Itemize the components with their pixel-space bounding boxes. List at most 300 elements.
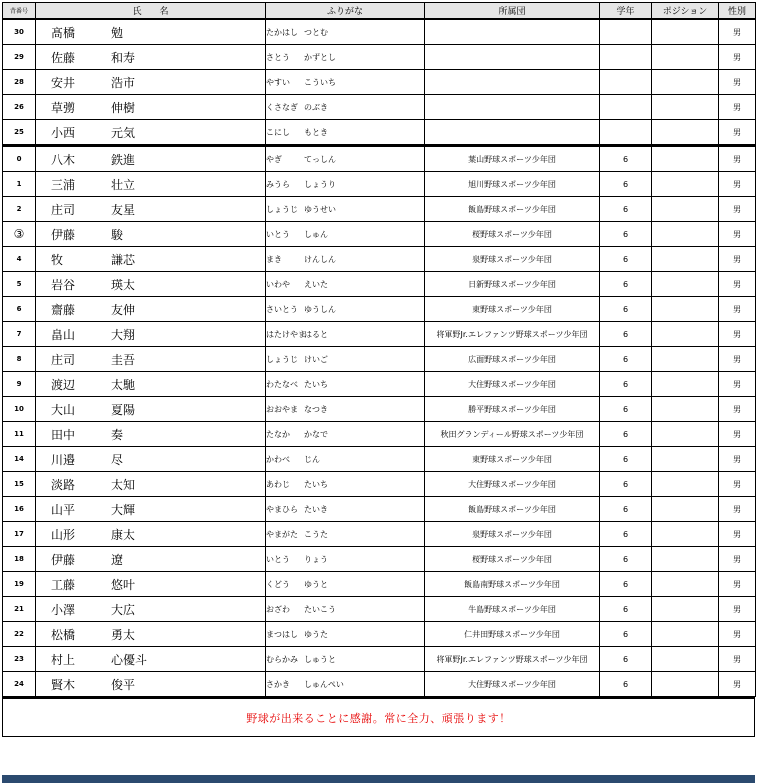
player-kana <box>266 647 425 672</box>
player-position <box>652 472 719 497</box>
player-position <box>652 172 719 197</box>
table-row <box>3 146 756 172</box>
family-name: 佐藤 <box>51 50 76 65</box>
player-team <box>425 95 600 120</box>
player-team: 秋田グランディール野球スポーツ少年団 <box>425 422 600 447</box>
player-position <box>652 297 719 322</box>
player-position <box>652 347 719 372</box>
table-row <box>3 472 756 497</box>
player-name <box>36 347 266 372</box>
player-name <box>36 95 266 120</box>
header-team: 所属団 <box>425 3 600 20</box>
player-name <box>36 572 266 597</box>
table-row <box>3 572 756 597</box>
family-name: 渡辺 <box>51 377 76 392</box>
player-sex: 男 <box>719 497 756 522</box>
player-kana <box>266 397 425 422</box>
given-name: 大輝 <box>111 502 136 517</box>
player-name <box>36 472 266 497</box>
player-grade <box>600 120 652 146</box>
player-kana <box>266 45 425 70</box>
player-number: 5 <box>3 272 36 297</box>
player-number: 18 <box>3 547 36 572</box>
kana-given: えいた <box>304 279 328 289</box>
player-name <box>36 547 266 572</box>
player-number: 23 <box>3 647 36 672</box>
kana-family: まき <box>266 254 282 264</box>
player-sex: 男 <box>719 197 756 222</box>
kana-given: かずとし <box>304 52 336 62</box>
player-number: 4 <box>3 247 36 272</box>
player-grade: 6 <box>600 172 652 197</box>
table-row <box>3 197 756 222</box>
player-number: ③ <box>3 222 36 247</box>
player-kana <box>266 672 425 697</box>
player-team <box>425 70 600 95</box>
roster-table <box>2 2 756 697</box>
player-grade: 6 <box>600 647 652 672</box>
player-position <box>652 146 719 172</box>
player-name <box>36 397 266 422</box>
player-kana <box>266 247 425 272</box>
player-position <box>652 597 719 622</box>
given-name: 太知 <box>111 477 136 492</box>
player-sex: 男 <box>719 95 756 120</box>
player-position <box>652 197 719 222</box>
player-grade: 6 <box>600 297 652 322</box>
player-position <box>652 497 719 522</box>
player-position <box>652 622 719 647</box>
player-grade <box>600 70 652 95</box>
header-row <box>3 3 756 20</box>
given-name: 悠叶 <box>111 577 136 592</box>
kana-family: しょうじ <box>266 354 298 364</box>
player-position <box>652 45 719 70</box>
player-grade: 6 <box>600 572 652 597</box>
table-row <box>3 347 756 372</box>
kana-given: しゅうと <box>304 654 336 664</box>
player-sex: 男 <box>719 422 756 447</box>
kana-family: たなか <box>266 429 290 439</box>
kana-given: たいち <box>304 379 328 389</box>
given-name: 駿 <box>111 227 124 242</box>
kana-family: しょうじ <box>266 204 298 214</box>
player-name <box>36 45 266 70</box>
player-team: 東野球スポーツ少年団 <box>425 447 600 472</box>
family-name: 草彅 <box>51 100 76 115</box>
kana-given: つとむ <box>304 27 328 37</box>
player-grade: 6 <box>600 447 652 472</box>
player-kana <box>266 522 425 547</box>
kana-family: まつはし <box>266 629 298 639</box>
table-row <box>3 372 756 397</box>
header-grade: 学年 <box>600 3 652 20</box>
given-name: 勉 <box>111 25 124 40</box>
player-number: 2 <box>3 197 36 222</box>
player-name <box>36 622 266 647</box>
family-name: 岩谷 <box>51 277 76 292</box>
given-name: 友伸 <box>111 302 136 317</box>
player-position <box>652 120 719 146</box>
player-kana <box>266 597 425 622</box>
player-name <box>36 297 266 322</box>
kana-given: てっしん <box>304 154 336 164</box>
player-grade: 6 <box>600 397 652 422</box>
given-name: 心優斗 <box>111 652 148 667</box>
player-position <box>652 672 719 697</box>
kana-family: さかき <box>266 679 290 689</box>
table-row <box>3 547 756 572</box>
player-team: 勝平野球スポーツ少年団 <box>425 397 600 422</box>
player-team: 大住野球スポーツ少年団 <box>425 672 600 697</box>
player-grade: 6 <box>600 272 652 297</box>
player-number: 16 <box>3 497 36 522</box>
kana-given: ゆうと <box>304 579 328 589</box>
family-name: 齋藤 <box>51 302 76 317</box>
player-position <box>652 322 719 347</box>
kana-family: こにし <box>266 127 290 137</box>
player-team: 将軍野Jr.エレファンツ野球スポーツ少年団 <box>425 647 600 672</box>
player-number: 17 <box>3 522 36 547</box>
kana-given: しゅんぺい <box>304 679 344 689</box>
given-name: 瑛太 <box>111 277 136 292</box>
player-grade: 6 <box>600 597 652 622</box>
table-row <box>3 272 756 297</box>
player-number: 9 <box>3 372 36 397</box>
player-sex: 男 <box>719 172 756 197</box>
player-grade: 6 <box>600 547 652 572</box>
player-team: 飯島南野球スポーツ少年団 <box>425 572 600 597</box>
table-row <box>3 622 756 647</box>
player-kana <box>266 422 425 447</box>
player-team: 旭川野球スポーツ少年団 <box>425 172 600 197</box>
player-name <box>36 422 266 447</box>
family-name: 八木 <box>51 152 76 167</box>
player-name <box>36 597 266 622</box>
player-name <box>36 222 266 247</box>
player-name <box>36 197 266 222</box>
given-name: 浩市 <box>111 75 136 90</box>
family-name: 小澤 <box>51 602 76 617</box>
player-sex: 男 <box>719 472 756 497</box>
given-name: 勇太 <box>111 627 136 642</box>
given-name: 壮立 <box>111 177 136 192</box>
player-number: 25 <box>3 120 36 146</box>
kana-family: やまひら <box>266 504 298 514</box>
family-name: 小西 <box>51 125 76 140</box>
header-kana: ふりがな <box>266 3 425 20</box>
given-name: 鉄進 <box>111 152 136 167</box>
player-name <box>36 272 266 297</box>
kana-given: はると <box>304 329 328 339</box>
player-position <box>652 547 719 572</box>
given-name: 元気 <box>111 125 136 140</box>
player-kana <box>266 120 425 146</box>
player-grade: 6 <box>600 197 652 222</box>
player-grade <box>600 45 652 70</box>
given-name: 和寿 <box>111 50 136 65</box>
player-position <box>652 247 719 272</box>
family-name: 安井 <box>51 75 76 90</box>
player-position <box>652 272 719 297</box>
footer-bar <box>2 775 755 783</box>
player-position <box>652 447 719 472</box>
player-grade: 6 <box>600 522 652 547</box>
kana-family: おおやま <box>266 404 298 414</box>
family-name: 三浦 <box>51 177 76 192</box>
table-row <box>3 297 756 322</box>
player-number: 6 <box>3 297 36 322</box>
kana-family: みうら <box>266 179 290 189</box>
player-sex: 男 <box>719 647 756 672</box>
kana-family: やまがた <box>266 529 298 539</box>
player-sex: 男 <box>719 19 756 45</box>
kana-family: いとう <box>266 554 290 564</box>
header-position: ポジション <box>652 3 719 20</box>
kana-given: ゆうた <box>304 629 328 639</box>
player-name <box>36 497 266 522</box>
player-name <box>36 672 266 697</box>
player-number: 26 <box>3 95 36 120</box>
player-sex: 男 <box>719 222 756 247</box>
given-name: 太馳 <box>111 377 136 392</box>
kana-given: けいご <box>304 354 328 364</box>
kana-family: いわや <box>266 279 290 289</box>
kana-given: こういち <box>304 77 336 87</box>
player-number: 14 <box>3 447 36 472</box>
player-team: 東野球スポーツ少年団 <box>425 297 600 322</box>
family-name: 髙橋 <box>51 25 76 40</box>
kana-given: たいこう <box>304 604 336 614</box>
player-team: 大住野球スポーツ少年団 <box>425 372 600 397</box>
kana-given: ゆうしん <box>304 304 336 314</box>
player-team: 桜野球スポーツ少年団 <box>425 222 600 247</box>
kana-family: やすい <box>266 77 290 87</box>
table-row <box>3 497 756 522</box>
player-number: 0 <box>3 146 36 172</box>
player-team: 桜野球スポーツ少年団 <box>425 547 600 572</box>
player-sex: 男 <box>719 297 756 322</box>
player-position <box>652 372 719 397</box>
player-position <box>652 397 719 422</box>
player-sex: 男 <box>719 70 756 95</box>
player-position <box>652 422 719 447</box>
header-sex: 性別 <box>719 3 756 20</box>
given-name: 大広 <box>111 602 136 617</box>
player-position <box>652 95 719 120</box>
player-position <box>652 647 719 672</box>
kana-given: たいち <box>304 479 328 489</box>
player-kana <box>266 347 425 372</box>
player-grade: 6 <box>600 672 652 697</box>
given-name: 大翔 <box>111 327 136 342</box>
kana-given: りょう <box>304 554 328 564</box>
family-name: 田中 <box>51 427 76 442</box>
kana-family: くさなぎ <box>266 102 298 112</box>
player-sex: 男 <box>719 397 756 422</box>
player-kana <box>266 272 425 297</box>
player-name <box>36 146 266 172</box>
player-grade: 6 <box>600 347 652 372</box>
player-kana <box>266 547 425 572</box>
player-grade: 6 <box>600 222 652 247</box>
player-team: 大住野球スポーツ少年団 <box>425 472 600 497</box>
header-number: 背番号 <box>3 3 36 20</box>
player-kana <box>266 222 425 247</box>
kana-family: たかはし <box>266 27 298 37</box>
player-position <box>652 222 719 247</box>
player-number: 24 <box>3 672 36 697</box>
player-kana <box>266 70 425 95</box>
player-sex: 男 <box>719 672 756 697</box>
kana-family: いとう <box>266 229 290 239</box>
player-position <box>652 70 719 95</box>
given-name: 康太 <box>111 527 136 542</box>
player-kana <box>266 19 425 45</box>
kana-given: しょうり <box>304 179 336 189</box>
player-sex: 男 <box>719 272 756 297</box>
player-sex: 男 <box>719 622 756 647</box>
given-name: 尽 <box>111 452 124 467</box>
player-sex: 男 <box>719 247 756 272</box>
given-name: 友星 <box>111 202 136 217</box>
player-team: 飯島野球スポーツ少年団 <box>425 497 600 522</box>
player-sex: 男 <box>719 447 756 472</box>
player-team: 泉野球スポーツ少年団 <box>425 247 600 272</box>
kana-given: じん <box>304 454 320 464</box>
kana-family: やぎ <box>266 154 282 164</box>
family-name: 伊藤 <box>51 552 76 567</box>
kana-given: もとき <box>304 127 328 137</box>
player-team <box>425 19 600 45</box>
player-number: 22 <box>3 622 36 647</box>
player-sex: 男 <box>719 347 756 372</box>
player-name <box>36 447 266 472</box>
family-name: 淡路 <box>51 477 76 492</box>
player-kana <box>266 146 425 172</box>
player-number: 11 <box>3 422 36 447</box>
table-row <box>3 45 756 70</box>
player-number: 15 <box>3 472 36 497</box>
player-kana <box>266 372 425 397</box>
player-team <box>425 120 600 146</box>
kana-family: さいとう <box>266 304 298 314</box>
player-kana <box>266 497 425 522</box>
given-name: 奏 <box>111 427 124 442</box>
kana-given: けんしん <box>304 254 336 264</box>
family-name: 畠山 <box>51 327 76 342</box>
player-position <box>652 522 719 547</box>
given-name: 圭吾 <box>111 352 136 367</box>
family-name: 山形 <box>51 527 76 542</box>
given-name: 遼 <box>111 552 124 567</box>
family-name: 村上 <box>51 652 76 667</box>
player-position <box>652 19 719 45</box>
kana-family: あわじ <box>266 479 290 489</box>
player-name <box>36 522 266 547</box>
kana-given: たいき <box>304 504 328 514</box>
player-number: 21 <box>3 597 36 622</box>
player-number: 29 <box>3 45 36 70</box>
player-sex: 男 <box>719 547 756 572</box>
player-sex: 男 <box>719 120 756 146</box>
player-team: 飯島野球スポーツ少年団 <box>425 197 600 222</box>
table-row <box>3 222 756 247</box>
family-name: 庄司 <box>51 202 76 217</box>
player-name <box>36 647 266 672</box>
kana-family: かわべ <box>266 454 290 464</box>
player-sex: 男 <box>719 522 756 547</box>
player-kana <box>266 472 425 497</box>
table-row <box>3 120 756 146</box>
player-grade: 6 <box>600 472 652 497</box>
player-sex: 男 <box>719 322 756 347</box>
player-grade <box>600 95 652 120</box>
player-team <box>425 45 600 70</box>
family-name: 山平 <box>51 502 76 517</box>
player-kana <box>266 95 425 120</box>
kana-family: むらかみ <box>266 654 298 664</box>
player-team: 日新野球スポーツ少年団 <box>425 272 600 297</box>
player-name <box>36 247 266 272</box>
player-kana <box>266 447 425 472</box>
table-row <box>3 447 756 472</box>
family-name: 伊藤 <box>51 227 76 242</box>
player-kana <box>266 297 425 322</box>
player-name <box>36 322 266 347</box>
family-name: 松橋 <box>51 627 76 642</box>
kana-given: しゅん <box>304 229 328 239</box>
player-kana <box>266 572 425 597</box>
table-row <box>3 322 756 347</box>
player-grade: 6 <box>600 247 652 272</box>
player-kana <box>266 172 425 197</box>
player-team: 広面野球スポーツ少年団 <box>425 347 600 372</box>
player-number: 30 <box>3 19 36 45</box>
kana-given: なつき <box>304 404 328 414</box>
table-row <box>3 397 756 422</box>
kana-family: はたけやま <box>266 329 306 339</box>
player-name <box>36 172 266 197</box>
given-name: 謙芯 <box>111 252 136 267</box>
player-kana <box>266 197 425 222</box>
given-name: 夏陽 <box>111 402 136 417</box>
table-row <box>3 647 756 672</box>
roster-sheet <box>2 2 755 737</box>
player-name <box>36 19 266 45</box>
player-team: 葉山野球スポーツ少年団 <box>425 146 600 172</box>
table-row <box>3 172 756 197</box>
family-name: 大山 <box>51 402 76 417</box>
roster-body <box>3 19 756 697</box>
header-name: 氏 名 <box>36 3 266 20</box>
player-grade: 6 <box>600 322 652 347</box>
player-grade: 6 <box>600 372 652 397</box>
player-number: 1 <box>3 172 36 197</box>
player-position <box>652 572 719 597</box>
kana-given: こうた <box>304 529 328 539</box>
table-row <box>3 597 756 622</box>
player-team: 将軍野Jr.エレファンツ野球スポーツ少年団 <box>425 322 600 347</box>
player-grade: 6 <box>600 146 652 172</box>
kana-given: かなで <box>304 429 328 439</box>
player-sex: 男 <box>719 572 756 597</box>
player-grade: 6 <box>600 622 652 647</box>
player-grade: 6 <box>600 422 652 447</box>
player-name <box>36 70 266 95</box>
table-row <box>3 95 756 120</box>
table-row <box>3 247 756 272</box>
